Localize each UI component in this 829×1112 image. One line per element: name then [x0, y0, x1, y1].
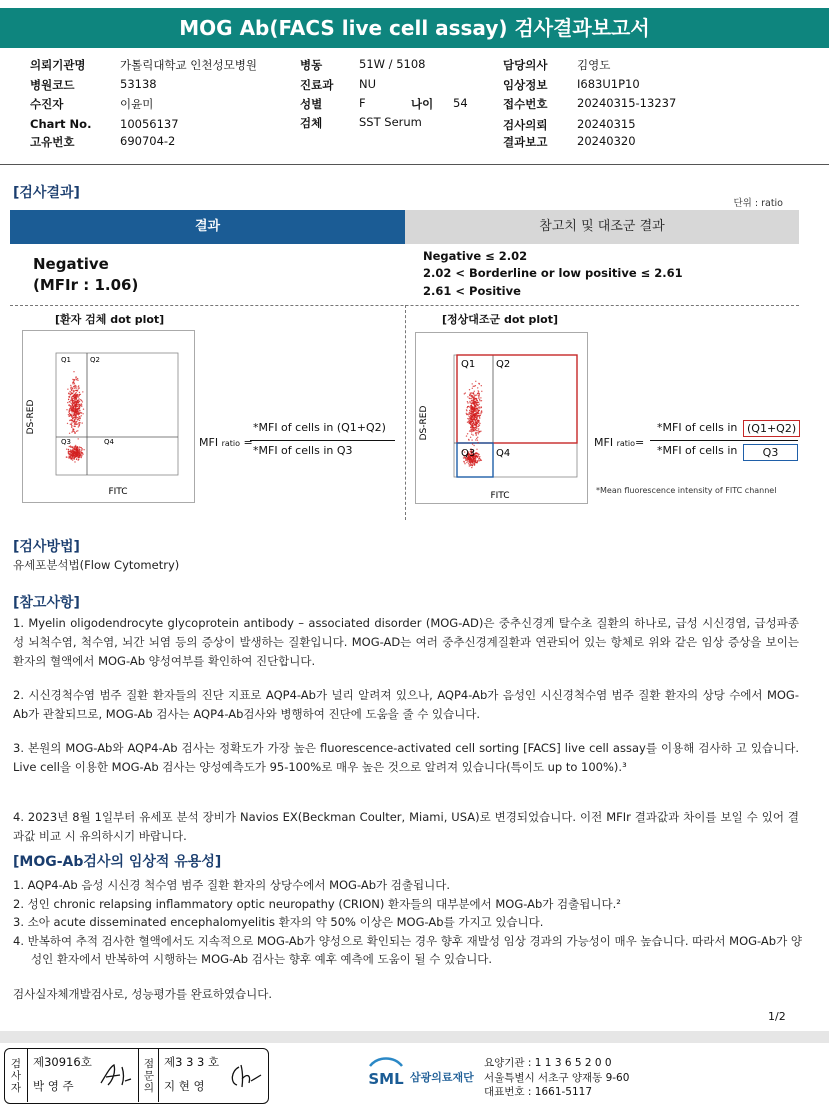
header-label: 진료과: [300, 78, 334, 92]
clinical-item: 3. 소아 acute disseminated encephalomyelitis 환자의 약 50% 이상은 MOG-Ab를 가지고 있습니다.: [13, 915, 544, 929]
reference-positive: 2.61 < Positive: [423, 284, 521, 298]
control-plot-title: [정상대조군 dot plot]: [442, 313, 558, 326]
quadrant-label: Q1: [61, 356, 71, 364]
y-axis-label: DS-RED: [26, 399, 36, 435]
unit-label: 단위 : ratio: [733, 198, 783, 209]
header-value: 690704-2: [120, 134, 176, 148]
sml-logo-icon: [364, 1054, 408, 1090]
header-label: 병원코드: [30, 78, 75, 92]
reviewer-char: 점: [143, 1058, 155, 1070]
y-axis-label: DS-RED: [419, 405, 429, 441]
header-label: 담당의사: [503, 58, 548, 72]
mfi-numerator-prefix: *MFI of cells in: [657, 421, 738, 434]
note-item: 2. 시신경척수염 범주 질환 환자들의 진단 지표로 AQP4-Ab가 널리 알려져 있으나, AQP4-Ab가 음성인 시신경척수염 범주 질환 환자의 상당 수에서 MOG-Ab가 관찰되므로, MOG-Ab 검사는 AQP4-Ab검사와 병행하여 진단에 도움을 줄 수 있습니다.: [13, 688, 799, 721]
mfi-eq: =: [243, 436, 253, 449]
mfi-ratio-label: [594, 436, 644, 449]
header-label: 성별: [300, 97, 323, 111]
mfi-numerator: *MFI of cells in (Q1+Q2): [253, 421, 386, 434]
org-name: 삼광의료재단: [410, 1071, 474, 1084]
checker-number: 제30916호: [33, 1055, 92, 1069]
patient-plot-title: [환자 검체 dot plot]: [55, 313, 165, 326]
clinical-item: 1. AQP4-Ab 음성 시신경 척수염 범주 질환 환자의 상당수에서 MOG-Ab가 검출됩니다.: [13, 878, 450, 892]
result-column-header: 결과: [10, 210, 405, 244]
header-label: 고유번호: [30, 135, 75, 149]
mfi-numerator-box: (Q1+Q2): [743, 420, 800, 437]
logo-text: SML: [368, 1070, 404, 1088]
quadrant-label: Q4: [496, 448, 511, 459]
clinical-item: 4. 반복하여 추적 검사한 혈액에서도 지속적으로 MOG-Ab가 양성으로 확인되는 경우 향후 재발성 임상 경과의 가능성이 매우 높습니다. 따라서 MOG-Ab가 양성인 환자에서 반복하여 시행하는 MOG-Ab 검사는 향후 예후 예측에 도움이 될 수 있습니다.: [13, 933, 802, 966]
checker-char: 검: [10, 1058, 22, 1070]
header-value: NU: [359, 77, 377, 91]
header-label: 임상정보: [503, 78, 548, 92]
header-label: 병동: [300, 58, 323, 72]
clinical-section-title: [MOG-Ab검사의 임상적 유용성]: [13, 854, 222, 870]
header-value: 김영도: [577, 58, 611, 72]
header-divider: [0, 164, 829, 165]
header-value: 53138: [120, 77, 157, 91]
quadrant-label: Q4: [104, 438, 114, 446]
clinical-item: 2. 성인 chronic relapsing inflammatory optic neuropathy (CRION) 환자들의 대부분에서 MOG-Ab가 검출됩니다.²: [13, 896, 621, 911]
mfi-label: MFI: [199, 436, 219, 449]
mfi-denominator: *MFI of cells in Q3: [253, 444, 353, 457]
institution-code: 요양기관 : 1 1 3 6 5 2 0 0: [484, 1057, 612, 1069]
report-title: MOG Ab(FACS live cell assay) 검사결과보고서: [0, 8, 829, 48]
mfi-sub: ratio: [221, 439, 241, 448]
checker-name: 박 영 주: [33, 1079, 74, 1093]
header-value: SST Serum: [359, 115, 422, 129]
checker-label: [9, 1058, 23, 1094]
mfi-denominator-prefix: *MFI of cells in: [657, 444, 738, 457]
plot-divider: [405, 305, 406, 520]
header-value: 54: [453, 96, 468, 110]
mfi-label: MFI: [594, 436, 614, 449]
address: 서울특별시 서초구 양재동 9-60: [484, 1072, 630, 1084]
results-section-title: [검사결과]: [13, 185, 80, 201]
mfi-ratio-label: [199, 436, 253, 449]
header-label: 결과보고: [503, 135, 548, 149]
reference-negative: Negative ≤ 2.02: [423, 249, 528, 263]
page-number: 1/2: [768, 1010, 786, 1023]
header-label: 의뢰기관명: [30, 58, 86, 72]
header-value: 51W / 5108: [359, 57, 426, 71]
reviewer-char: 의: [143, 1082, 155, 1094]
checker-char: 사: [10, 1070, 22, 1082]
closing-text: 검사실자체개발검사로, 성능평가를 완료하였습니다.: [13, 987, 273, 1001]
signature-box: [4, 1048, 269, 1104]
fraction-line: [250, 440, 395, 441]
header-value: I683U1P10: [577, 77, 640, 91]
note-item: 3. 본원의 MOG-Ab와 AQP4-Ab 검사는 정확도가 가장 높은 fluorescence-activated cell sorting [FACS] live cell assay를 이용해 검사하 고 있습니다. Live cell을 이용한 MOG-Ab 검사는 양성예측도가 95-100%로 매우 높은 것으로 알려져 있습니다(특이도 up to 100%).³: [13, 741, 799, 774]
header-value: 20240315-13237: [577, 96, 677, 110]
header-value: 20240315: [577, 117, 636, 131]
header-label: 접수번호: [503, 97, 548, 111]
result-mfir: (MFIr : 1.06): [33, 276, 139, 294]
note-item: 4. 2023년 8월 1일부터 유세포 분석 장비가 Navios EX(Beckman Coulter, Miami, USA)로 변경되었습니다. 이전 MFIr 결과값과 차이를 보일 수 있어 결과값 비교 시 유의하시기 바랍니다.: [13, 810, 799, 843]
header-value: 이윤미: [120, 97, 154, 111]
clinical-list: [13, 876, 803, 969]
method-text: 유세포분석법(Flow Cytometry): [13, 558, 180, 572]
header-value: 10056137: [120, 117, 179, 131]
header-label: 검체: [300, 116, 323, 130]
quadrant-label: Q3: [461, 448, 476, 459]
quadrant-label: Q1: [461, 359, 476, 370]
mfi-denominator-box: Q3: [743, 444, 798, 461]
method-section-title: [검사방법]: [13, 539, 80, 555]
reference-column-header: 참고치 및 대조군 결과: [405, 210, 799, 244]
checker-char: 자: [10, 1082, 22, 1094]
x-axis-label: FITC: [108, 487, 128, 497]
mfi-sub: ratio: [616, 439, 636, 448]
header-label: 검사의뢰: [503, 118, 548, 132]
result-value: Negative: [33, 255, 109, 273]
mfi-eq: =: [635, 436, 645, 449]
header-value: 가톨릭대학교 인천성모병원: [120, 58, 257, 72]
patient-plot-svg: [23, 331, 194, 502]
x-axis-label: FITC: [490, 491, 510, 501]
control-plot-svg: [416, 333, 587, 503]
reviewer-number: 제3 3 3 호: [164, 1055, 220, 1069]
phone: 대표번호 : 1661-5117: [484, 1086, 593, 1098]
header-label: Chart No.: [30, 117, 92, 131]
reviewer-signature: [227, 1061, 265, 1091]
reviewer-name: 지 현 영: [164, 1079, 205, 1093]
control-dot-plot: [415, 332, 588, 504]
patient-dot-plot: [22, 330, 195, 503]
fraction-line: [650, 440, 798, 441]
footer-band: [0, 1031, 829, 1043]
header-value: F: [359, 96, 366, 110]
quadrant-label: Q2: [90, 356, 100, 364]
note-item: 1. Myelin oligodendrocyte glycoprotein antibody – associated disorder (MOG-AD)은 중추신경계 탈수초 질환의 하나로, 급성 시신경염, 급성파종성 뇌척수염, 척수염, 뇌간 뇌염 등의 증상이 발생하는 질환입니다. MOG-AD는 여러 중추신경계질환과 연관되어 있는 항체로 위와 같은 임상 증상을 보이는 환자의 혈액에서 MOG-Ab 양성여부를 확인하여 진단합니다.: [13, 616, 799, 668]
checker-signature: [98, 1061, 134, 1089]
quadrant-label: Q3: [61, 438, 71, 446]
reviewer-label: [142, 1058, 156, 1094]
mean-note: *Mean fluorescence intensity of FITC channel: [596, 486, 777, 495]
header-label: 수진자: [30, 97, 64, 111]
header-value: 20240320: [577, 134, 636, 148]
reference-borderline: 2.02 < Borderline or low positive ≤ 2.61: [423, 266, 683, 280]
reviewer-char: 문: [143, 1070, 155, 1082]
header-label: 나이: [411, 97, 434, 111]
notes-section-title: [참고사항]: [13, 595, 80, 611]
quadrant-label: Q2: [496, 359, 511, 370]
